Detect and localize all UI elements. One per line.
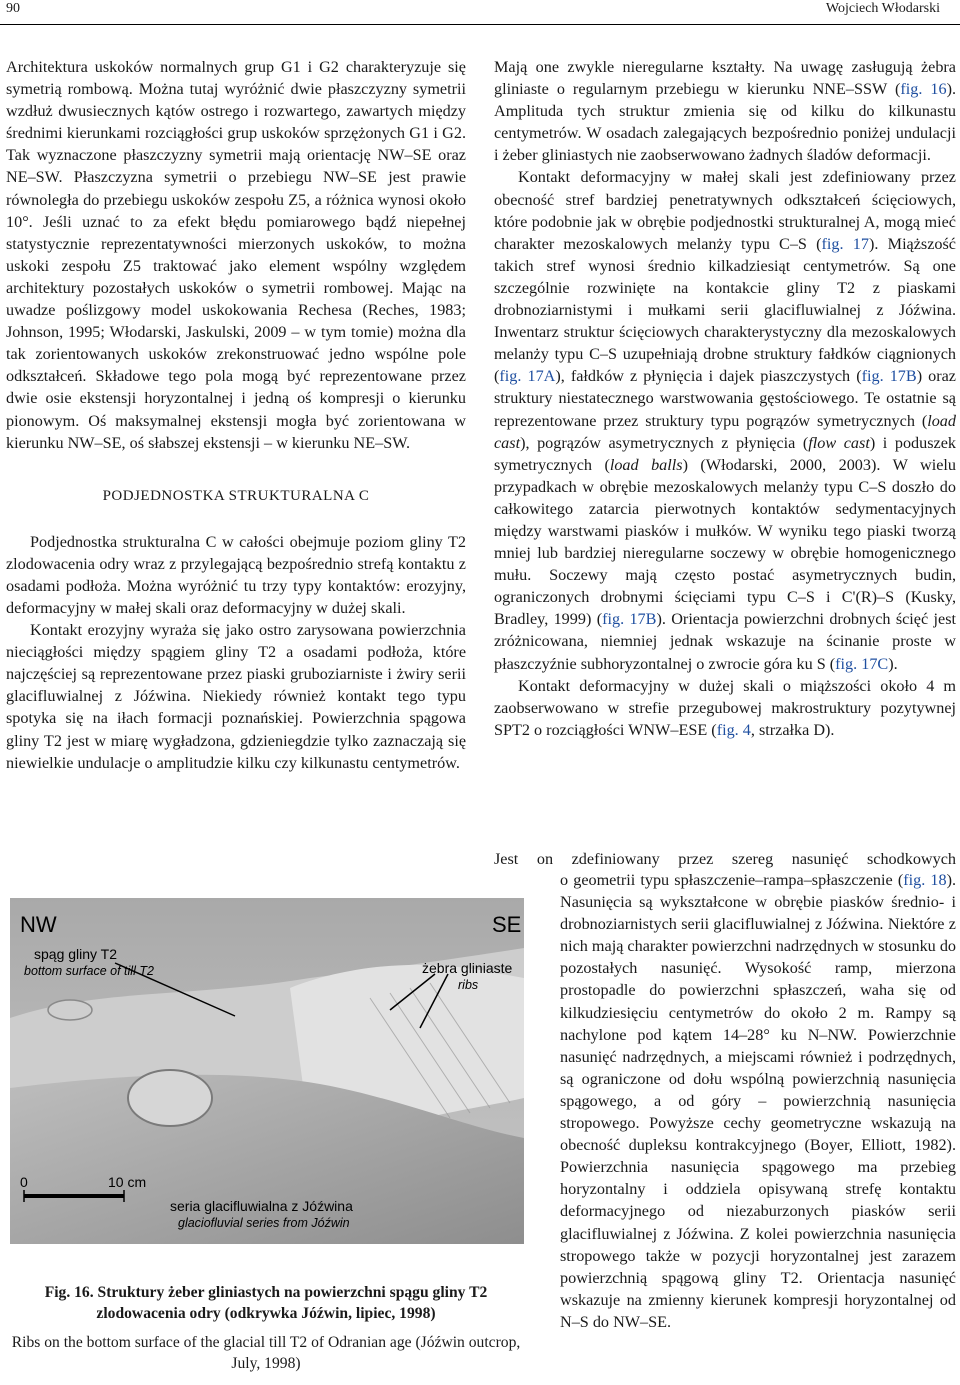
figure-caption <box>6 1282 526 1374</box>
figure-link[interactable]: fig. 4 <box>716 720 751 739</box>
right-column <box>494 56 956 741</box>
label-till-bottom-en: bottom surface of till T2 <box>24 964 154 978</box>
text-line-full-width: Jest on zdefiniowany przez szereg nasunięć schodkowych <box>494 850 956 868</box>
label-series-pl: seria glacifluwialna z Jóźwina <box>170 1198 353 1214</box>
paragraph-large-scale-contact: Kontakt deformacyjny w dużej skali o miąższości około 4 m zaobserwowano w strefie przegubowej makrostruktury pozytywnej SPT2 o rozciągłości WNW–ESE (fig. 4, strzałka D). <box>494 676 956 739</box>
label-ribs-en: ribs <box>458 978 479 992</box>
figure-link[interactable]: fig. 17A <box>499 367 556 386</box>
scale-zero: 0 <box>20 1174 28 1190</box>
paragraph-small-scale-contact: Kontakt deformacyjny w małej skali jest zdefiniowany przez obecność stref bardziej penetratywnych odkształceń ścięciowych, które podobnie jak w obrębie podjednostki strukturalnej A, mogą mieć charakter mezoskalowych melanży typu C–S (fig. 17). Miąższość takich stref wynosi średnio kilkadziesiąt centymetrów. Są one szczególnie rozwinięte na kontakcie gliny T2 z piaskami drobnoziarnistymi i mułkami serii glacifluwialnej z Jóźwina. Inwentarz struktur ścięciowych charakterystyczny dla mezoskalowych melanży typu C–S uzupełniają drobne struktury fałdków ciągnionych (fig. 17A), fałdków z płynięcia i dajek piaszczystych (fig. 17B) oraz struktury niestatecznego warstwowania gęstościowego. Te ostatnie są reprezentowane przez struktury typu pogrązów symetrycznych (load cast), pogrązów asymetrycznych z płynięcia (flow cast) i poduszek symetrycznych (load balls) (Włodarski, 2000, 2003). W wielu przypadkach w obrębie mezoskalowych melanży typu C–S doszło do całkowitego zatarcia pierwotnych kontaktów sedymentacyjnych między warstwami piasków i mułków. W wyniku tego piaski tworzą mniej lub bardziej nieregularne soczewy w obrębie homogenicznego mułu. Soczewy mają często postać asymetrycznych budin, ograniczonych drobnymi ścięciami typu C–S i C'(R)–S (Kusky, Bradley, 1999) (fig. 17B). Orientacja powierzchni drobnych ścięć jest zróżnicowana, niemniej jednak wskazuje na ścinanie proste w płaszczyźnie subhoryzontalnej o zwrocie góra ku S (fig. 17C). <box>494 168 956 673</box>
label-ribs-pl: żebra gliniaste <box>422 960 513 976</box>
figure-link[interactable]: fig. 17C <box>835 654 889 673</box>
label-nw: NW <box>20 912 57 937</box>
paragraph-duplex: o geometrii typu spłaszczenie–rampa–spłaszczenie (fig. 18). Nasunięcia są wykształcone w obrębie piasków średnio- i drobnoziarnistych serii glacifluwialnej z Jóźwina. Niektóre z nich mają charakter powierzchni nadrzędnych w stosunku do pozostałych nasunięć. Wysokość ramp, mierzona prostopadle do powierzchni spłaszczeń, waha się od kilkudziesięciu centymetrów do około 2 m. Rampy są nachylone pod kątem 14–28° ku N–NW. Powierzchnie nasunięć nadrzędnych, a miejscami również i podrzędnych, są ograniczone od dołu wspólną powierzchnią nasunięcia spągowego, a od góry – powierzchnią nasunięcia stropowego. Powyższe cechy geometryczne wskazują na obecność dupleksu kontrakcyjnego (Boyer, Elliott, 1982). Powierzchnia nasunięcia spągowego ma przebieg horyzontalny i oddziela opisywaną strefę kontaktu deformacyjnego od niezaburzonych piasków serii glacifluwialnej z Jóźwina. Z kolei powierzchnia nasunięcia stropowego także w pozycji horyzontalnej jest zarazem powierzchnią spągową gliny T2. Orientacja nasunięć wskazuje na zmienny kierunek kompresji horyzontalnej od N–S do NW–SE. <box>560 871 957 1331</box>
paragraph-erosional-contact: Kontakt erozyjny wyraża się jako ostro zarysowana powierzchnia nieciągłości między spągiem gliny T2 a osadami podłoża, które najczęściej są reprezentowane przez piaski gruboziarniste i żwiry serii glacifluwialnej z Jóźwina. Niekiedy również kontakt tego typu spotyka się na iłach formacji poznańskiej. Powierzchnia spągowa gliny T2 jest w miarę wygładzona, gdzieniegdzie tylko zaznaczają się niewielkie undulacje o amplitudzie kilku czy kilkunastu centymetrów. <box>6 621 466 772</box>
caption-polish: Fig. 16. Struktury żeber gliniastych na powierzchni spągu gliny T2 zlodowacenia odry (odkrywka Jóźwin, lipiec, 1998) <box>44 1284 488 1322</box>
figure-link[interactable]: fig. 18 <box>903 871 947 889</box>
scale-ten: 10 cm <box>108 1174 147 1190</box>
page-header <box>0 0 960 25</box>
label-till-bottom-pl: spąg gliny T2 <box>34 946 118 962</box>
wrapped-column <box>560 869 956 1333</box>
figure-link[interactable]: fig. 17 <box>821 234 869 253</box>
label-se: SE <box>492 912 522 937</box>
paragraph-ribs: Mają one zwykle nieregularne kształty. Na uwagę zasługują żebra gliniaste o regularnym przebiegu w kierunku NNE–SSW (fig. 16). Amplituda tych struktur zmienia się od kilku do kilkunastu centymetrów. W osadach zalegających bezpośrednio poniżej undulacji i żeber gliniastych nie zaobserwowano żadnych śladów deformacji. <box>494 58 956 165</box>
caption-english: Ribs on the bottom surface of the glacial till T2 of Odranian age (Jóźwin outcrop, July, 1998) <box>11 1334 521 1372</box>
figure-link[interactable]: fig. 16 <box>900 80 947 99</box>
paragraph-symmetry: Architektura uskoków normalnych grup G1 i G2 charakteryzuje się symetrią rombową. Można tutaj wyróżnić dwie płaszczyzny symetrii wzdłuż dwusiecznych kątów ostrego i rozwartego, zawartych między średnimi kierunkami rozciągłości grup uskoków sprzężonych G1 i G2. Tak wyznaczone płaszczyzny symetrii mają orientację NW–SE oraz NE–SW. Płaszczyzna symetrii o przebiegu NW–SE jest prawie równoległa do przebiegu uskoków zespołu Z5, a różnica wynosi około 10°. Jeśli uznać to za efekt błędu pomiarowego bądź niepełnej statystycznie reprezentatywności mierzonych uskoków, to można uskoki zespołu Z5 traktować jako element wspólny względem architektury pozostałych uskoków o symetrii rombowej. Mając na uwadze poślizgowy model uskokowania Rechesa (Reches, 1983; Johnson, 1995; Włodarski, Jaskulski, 2009 – w tym tomie) można dla tak zorientowanych uskoków zrekonstruować jedno wspólne pole odkształceń. Składowe tego pola mogą być reprezentowane przez dwie osie ekstensji horyzontalnej i jedną oś kompresji o kierunku pionowym. Oś maksymalnej ekstensji mogła być zorientowana w kierunku NW–SE, oś słabszej ekstensji – w kierunku NE–SW. <box>6 58 466 452</box>
running-head-author: Wojciech Włodarski <box>825 1 940 16</box>
figure-photo <box>10 898 524 1244</box>
page-number: 90 <box>6 1 20 16</box>
section-heading: PODJEDNOSTKA STRUKTURALNA C <box>102 487 370 504</box>
caption-prefix: Fig. 16. <box>44 1284 94 1301</box>
left-column <box>6 56 466 774</box>
figure-link[interactable]: fig. 17B <box>602 610 657 629</box>
label-series-en: glaciofluvial series from Jóźwin <box>178 1216 350 1230</box>
figure-link[interactable]: fig. 17B <box>861 367 917 386</box>
paragraph-subunit-c: Podjednostka strukturalna C w całości obejmuje poziom gliny T2 zlodowacenia odry wraz z przylegającą bezpośrednio strefą kontaktu z osadami podłoża. Można wyróżnić tu trzy typy kontaktów: erozyjny, deformacyjny w małej skali oraz deformacyjny w dużej skali. <box>6 532 466 617</box>
